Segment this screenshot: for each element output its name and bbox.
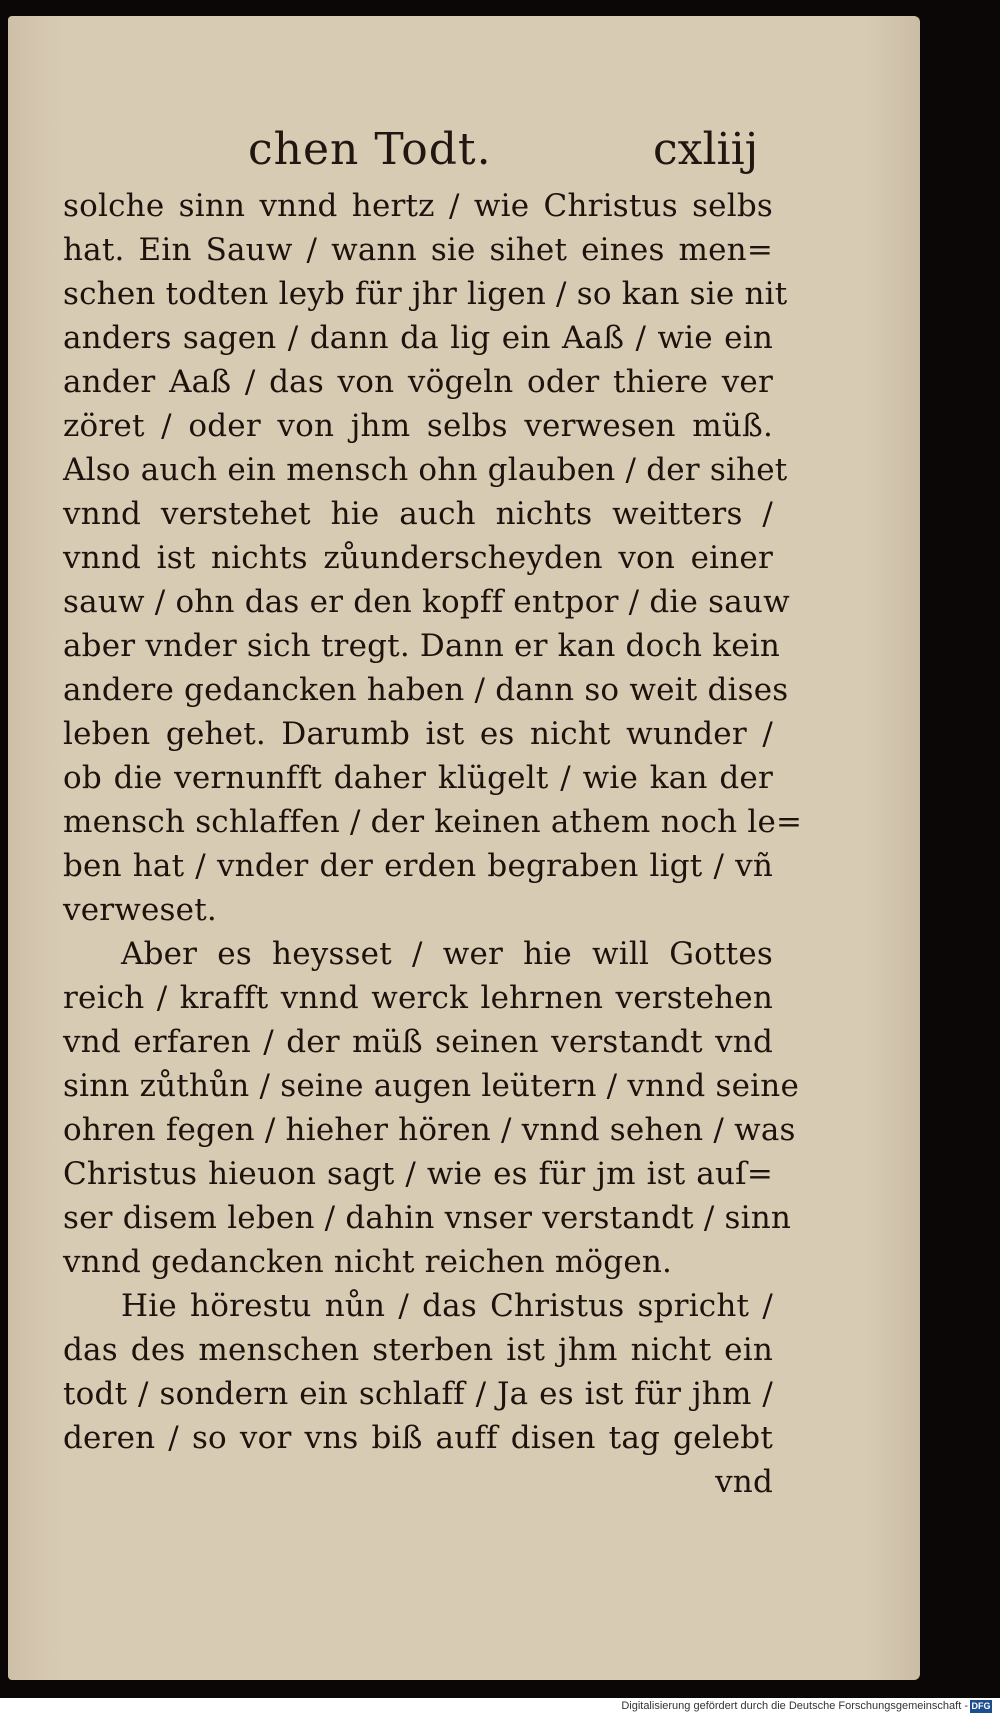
text-line: Christus hieuon sagt / wie es für jm ist auſ=	[63, 1156, 773, 1192]
text-line: leben gehet. Darumb ist es nicht wunder /	[63, 716, 773, 752]
text-line: reich / krafft vnnd werck lehrnen verstehen	[63, 980, 773, 1016]
text-line: anders sagen / dann da lig ein Aaß / wie ein	[63, 320, 773, 356]
text-line: andere gedancken haben / dann so weit dises	[63, 672, 789, 708]
catchword: vnd	[715, 1464, 773, 1500]
text-line: solche sinn vnnd hertz / wie Christus selbs	[63, 188, 773, 224]
text-line: ben hat / vnder der erden begraben ligt / vñ	[63, 848, 773, 884]
running-head: chen Todt.	[248, 124, 492, 175]
digitization-note: Digitalisierung gefördert durch die Deutsche Forschungsgemeinschaft -	[621, 1700, 968, 1712]
text-line: verweset.	[63, 892, 217, 928]
text-line: schen todten leyb für jhr ligen / so kan sie nit	[63, 276, 788, 312]
text-line: vnd erfaren / der müß seinen verstandt vnd	[63, 1024, 773, 1060]
paragraph-start-line: Aber es heysset / wer hie will Gottes	[121, 936, 773, 972]
text-line: ohren fegen / hieher hören / vnnd sehen / was	[63, 1112, 796, 1148]
paragraph-start-line: Hie hörestu nůn / das Christus spricht /	[121, 1288, 773, 1324]
text-line: vnnd gedancken nicht reichen mögen.	[63, 1244, 673, 1280]
text-line: Also auch ein mensch ohn glauben / der sihet	[63, 452, 788, 488]
text-block	[63, 184, 803, 1504]
text-line: todt / sondern ein schlaff / Ja es ist für jhm /	[63, 1376, 773, 1412]
text-line: sinn zůthůn / seine augen leütern / vnnd seine	[63, 1068, 799, 1104]
text-line: mensch schlaffen / der keinen athem noch le=	[63, 804, 803, 840]
text-line: das des menschen sterben ist jhm nicht ein	[63, 1332, 773, 1368]
text-line: deren / so vor vns biß auff disen tag gelebt	[63, 1420, 773, 1456]
text-line: sauw / ohn das er den kopff entpor / die sauw	[63, 584, 790, 620]
folio-number: cxliij	[653, 124, 759, 175]
dfg-logo: DFG	[971, 1701, 991, 1711]
text-line: ander Aaß / das von vögeln oder thiere ver	[63, 364, 773, 400]
text-line: aber vnder sich tregt. Dann er kan doch kein	[63, 628, 781, 664]
book-page	[8, 16, 920, 1680]
text-line: vnnd ist nichts zůunderscheyden von einer	[63, 540, 773, 576]
text-line: ser disem leben / dahin vnser verstandt / sinn	[63, 1200, 792, 1236]
text-line: hat. Ein Sauw / wann sie sihet eines men=	[63, 232, 773, 268]
text-line: vnnd verstehet hie auch nichts weitters /	[63, 496, 773, 532]
text-line: ob die vernunfft daher klügelt / wie kan der	[63, 760, 773, 796]
page-header	[8, 124, 920, 176]
text-line: zöret / oder von jhm selbs verwesen müß.	[63, 408, 773, 444]
